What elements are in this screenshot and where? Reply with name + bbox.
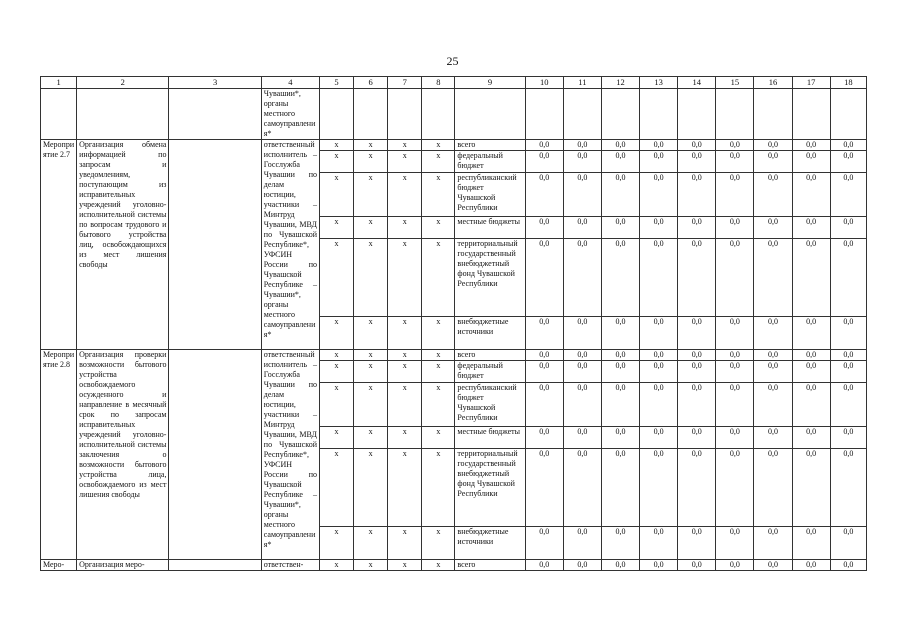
indicator-x-cell: x (422, 140, 455, 151)
amount-cell: 0,0 (563, 217, 601, 239)
indicator-x-cell: x (388, 560, 422, 571)
amount-cell: 0,0 (563, 151, 601, 173)
amount-cell: 0,0 (754, 361, 792, 383)
amount-cell: 0,0 (716, 560, 754, 571)
column-number: 7 (388, 77, 422, 89)
amount-cell: 0,0 (601, 239, 639, 317)
indicator-x-cell: x (388, 449, 422, 527)
amount-cell: 0,0 (716, 140, 754, 151)
amount-cell: 0,0 (792, 449, 830, 527)
amount-cell: 0,0 (754, 217, 792, 239)
funding-source-cell: внебюджетные источники (455, 317, 525, 350)
empty-cell (422, 89, 455, 140)
amount-cell: 0,0 (792, 151, 830, 173)
amount-cell: 0,0 (640, 239, 678, 317)
amount-cell: 0,0 (640, 361, 678, 383)
amount-cell: 0,0 (640, 560, 678, 571)
indicator-x-cell: x (388, 361, 422, 383)
amount-cell: 0,0 (601, 173, 639, 217)
amount-cell: 0,0 (716, 449, 754, 527)
funding-source-cell: всего (455, 350, 525, 361)
amount-cell: 0,0 (716, 317, 754, 350)
empty-cell (525, 89, 563, 140)
amount-cell: 0,0 (792, 383, 830, 427)
measure-code-cell: Мероприятие 2.8 (41, 350, 77, 560)
amount-cell: 0,0 (754, 427, 792, 449)
amount-cell: 0,0 (563, 239, 601, 317)
indicator-x-cell: x (422, 527, 455, 560)
amount-cell: 0,0 (754, 527, 792, 560)
empty-cell (754, 89, 792, 140)
amount-cell: 0,0 (716, 217, 754, 239)
empty-cell (354, 89, 388, 140)
indicator-x-cell: x (388, 140, 422, 151)
amount-cell: 0,0 (830, 560, 866, 571)
amount-cell: 0,0 (678, 560, 716, 571)
column-number: 12 (601, 77, 639, 89)
indicator-x-cell: x (422, 427, 455, 449)
indicator-x-cell: x (319, 350, 353, 361)
amount-cell: 0,0 (640, 527, 678, 560)
amount-cell: 0,0 (601, 361, 639, 383)
amount-cell: 0,0 (716, 173, 754, 217)
indicator-x-cell: x (319, 427, 353, 449)
amount-cell: 0,0 (563, 350, 601, 361)
amount-cell: 0,0 (640, 383, 678, 427)
indicator-x-cell: x (422, 361, 455, 383)
measure-name-cell (77, 89, 169, 140)
amount-cell: 0,0 (830, 427, 866, 449)
indicator-x-cell: x (319, 173, 353, 217)
amount-cell: 0,0 (678, 317, 716, 350)
indicator-x-cell: x (319, 217, 353, 239)
column-number-row (41, 77, 867, 89)
amount-cell: 0,0 (678, 350, 716, 361)
amount-cell: 0,0 (678, 449, 716, 527)
indicator-x-cell: x (422, 217, 455, 239)
indicator-x-cell: x (319, 527, 353, 560)
column-number: 11 (563, 77, 601, 89)
executor-cell: Чувашии*, органы местного самоуправления* (261, 89, 319, 140)
funding-row (41, 140, 867, 151)
indicator-x-cell: x (354, 317, 388, 350)
column-number: 8 (422, 77, 455, 89)
program-table (40, 76, 867, 571)
measure-code-cell: Мероприятие 2.7 (41, 140, 77, 350)
amount-cell: 0,0 (792, 361, 830, 383)
amount-cell: 0,0 (525, 140, 563, 151)
indicator-x-cell: x (388, 317, 422, 350)
amount-cell: 0,0 (601, 350, 639, 361)
indicator-x-cell: x (354, 527, 388, 560)
amount-cell: 0,0 (678, 527, 716, 560)
amount-cell: 0,0 (830, 317, 866, 350)
indicator-x-cell: x (422, 151, 455, 173)
amount-cell: 0,0 (830, 239, 866, 317)
indicator-x-cell: x (388, 217, 422, 239)
amount-cell: 0,0 (640, 140, 678, 151)
funding-row (41, 560, 867, 571)
amount-cell: 0,0 (830, 140, 866, 151)
column-number: 18 (830, 77, 866, 89)
amount-cell: 0,0 (601, 427, 639, 449)
empty-cell (563, 89, 601, 140)
measure-code-cell (41, 89, 77, 140)
amount-cell: 0,0 (830, 151, 866, 173)
column-number: 4 (261, 77, 319, 89)
executor-cell: ответственный исполнитель – Госслужба Чувашии по делам юстиции, участники – Минтруд Чувашии, МВД по Чувашской Республике*, УФСИН России по Чувашской Республике – Чувашии*, органы местного самоуправления* (261, 350, 319, 560)
amount-cell: 0,0 (716, 151, 754, 173)
measure-name-cell: Организация проверки возможности бытового устройства освобождаемого осужденного и направление в месячный срок по запросам исправительных учреждений уголовно-исполнительной системы заключения о возможности бытового устройства лица, освобождаемого из мест лишения свободы (77, 350, 169, 560)
amount-cell: 0,0 (640, 317, 678, 350)
amount-cell: 0,0 (754, 383, 792, 427)
amount-cell: 0,0 (754, 317, 792, 350)
amount-cell: 0,0 (716, 383, 754, 427)
empty-cell (388, 89, 422, 140)
indicator-x-cell: x (319, 383, 353, 427)
amount-cell: 0,0 (525, 350, 563, 361)
funding-source-cell: территориальный государственный внебюджетный фонд Чувашской Республики (455, 239, 525, 317)
amount-cell: 0,0 (525, 527, 563, 560)
amount-cell: 0,0 (563, 527, 601, 560)
empty-cell (319, 89, 353, 140)
indicator-x-cell: x (354, 239, 388, 317)
amount-cell: 0,0 (716, 361, 754, 383)
indicator-x-cell: x (422, 449, 455, 527)
amount-cell: 0,0 (754, 173, 792, 217)
empty-cell (792, 89, 830, 140)
indicator-x-cell: x (422, 317, 455, 350)
amount-cell: 0,0 (525, 217, 563, 239)
indicator-x-cell: x (319, 560, 353, 571)
indicator-x-cell: x (319, 140, 353, 151)
amount-cell: 0,0 (754, 140, 792, 151)
amount-cell: 0,0 (563, 140, 601, 151)
indicator-x-cell: x (422, 560, 455, 571)
indicator-x-cell: x (354, 151, 388, 173)
empty-cell (716, 89, 754, 140)
amount-cell: 0,0 (678, 140, 716, 151)
amount-cell: 0,0 (563, 560, 601, 571)
continuation-row (41, 89, 867, 140)
funding-row (41, 350, 867, 361)
amount-cell: 0,0 (792, 527, 830, 560)
indicator-x-cell: x (388, 350, 422, 361)
indicator-x-cell: x (354, 449, 388, 527)
amount-cell: 0,0 (716, 350, 754, 361)
funding-source-cell: федеральный бюджет (455, 151, 525, 173)
indicator-x-cell: x (422, 239, 455, 317)
measure-name-cell: Организация меро- (77, 560, 169, 571)
amount-cell: 0,0 (792, 560, 830, 571)
amount-cell: 0,0 (601, 527, 639, 560)
amount-cell: 0,0 (792, 173, 830, 217)
amount-cell: 0,0 (601, 217, 639, 239)
measure-name-cell: Организация обмена информацией по запросам и уведомлениям, поступающим из исправительных учреждений уголовно-исполнительной системы по вопросам трудового и бытового устройства лиц, освобождающихся из мест лишения свободы (77, 140, 169, 350)
indicator-x-cell: x (354, 560, 388, 571)
column-number: 3 (169, 77, 261, 89)
amount-cell: 0,0 (563, 361, 601, 383)
amount-cell: 0,0 (678, 217, 716, 239)
amount-cell: 0,0 (525, 317, 563, 350)
column-number: 15 (716, 77, 754, 89)
amount-cell: 0,0 (754, 239, 792, 317)
amount-cell: 0,0 (640, 449, 678, 527)
amount-cell: 0,0 (601, 383, 639, 427)
indicator-x-cell: x (388, 427, 422, 449)
amount-cell: 0,0 (563, 427, 601, 449)
amount-cell: 0,0 (525, 239, 563, 317)
column-number: 5 (319, 77, 353, 89)
funding-source-cell: всего (455, 140, 525, 151)
column-number: 16 (754, 77, 792, 89)
amount-cell: 0,0 (525, 560, 563, 571)
amount-cell: 0,0 (716, 239, 754, 317)
amount-cell: 0,0 (678, 361, 716, 383)
empty-cell (640, 89, 678, 140)
amount-cell: 0,0 (792, 140, 830, 151)
amount-cell: 0,0 (678, 239, 716, 317)
funding-source-cell: местные бюджеты (455, 217, 525, 239)
amount-cell: 0,0 (754, 350, 792, 361)
measure-code-cell: Меро- (41, 560, 77, 571)
column-number: 14 (678, 77, 716, 89)
column-number: 9 (455, 77, 525, 89)
empty-cell (601, 89, 639, 140)
funding-source-cell: территориальный государственный внебюджетный фонд Чувашской Республики (455, 449, 525, 527)
amount-cell: 0,0 (601, 449, 639, 527)
indicator-x-cell: x (354, 217, 388, 239)
amount-cell: 0,0 (640, 427, 678, 449)
indicator-x-cell: x (319, 449, 353, 527)
indicator-x-cell: x (388, 239, 422, 317)
amount-cell: 0,0 (830, 361, 866, 383)
amount-cell: 0,0 (640, 173, 678, 217)
amount-cell: 0,0 (525, 383, 563, 427)
amount-cell: 0,0 (601, 317, 639, 350)
amount-cell: 0,0 (792, 350, 830, 361)
indicator-x-cell: x (354, 383, 388, 427)
indicator-x-cell: x (388, 173, 422, 217)
amount-cell: 0,0 (830, 527, 866, 560)
amount-cell: 0,0 (792, 239, 830, 317)
amount-cell: 0,0 (830, 383, 866, 427)
indicator-x-cell: x (388, 151, 422, 173)
column-number: 10 (525, 77, 563, 89)
funding-source-cell: внебюджетные источники (455, 527, 525, 560)
amount-cell: 0,0 (754, 151, 792, 173)
funding-source-cell: всего (455, 560, 525, 571)
indicator-x-cell: x (354, 361, 388, 383)
empty-cell (455, 89, 525, 140)
amount-cell: 0,0 (525, 151, 563, 173)
executor-cell: ответственный исполнитель – Госслужба Чувашии по делам юстиции, участники – Минтруд Чувашии, МВД по Чувашской Республике*, УФСИН России по Чувашской Республике – Чувашии*, органы местного самоуправления* (261, 140, 319, 350)
indicator-x-cell: x (354, 350, 388, 361)
amount-cell: 0,0 (830, 217, 866, 239)
indicator-x-cell: x (388, 383, 422, 427)
amount-cell: 0,0 (716, 427, 754, 449)
amount-cell: 0,0 (792, 217, 830, 239)
amount-cell: 0,0 (792, 427, 830, 449)
empty-cell (169, 140, 261, 350)
amount-cell: 0,0 (792, 317, 830, 350)
amount-cell: 0,0 (754, 560, 792, 571)
amount-cell: 0,0 (563, 173, 601, 217)
indicator-x-cell: x (319, 361, 353, 383)
indicator-x-cell: x (354, 173, 388, 217)
amount-cell: 0,0 (716, 527, 754, 560)
funding-source-cell: республиканский бюджет Чувашской Республики (455, 173, 525, 217)
amount-cell: 0,0 (525, 361, 563, 383)
amount-cell: 0,0 (601, 151, 639, 173)
amount-cell: 0,0 (678, 173, 716, 217)
funding-source-cell: республиканский бюджет Чувашской Республики (455, 383, 525, 427)
amount-cell: 0,0 (563, 449, 601, 527)
amount-cell: 0,0 (678, 427, 716, 449)
amount-cell: 0,0 (525, 173, 563, 217)
amount-cell: 0,0 (640, 151, 678, 173)
empty-cell (169, 89, 261, 140)
amount-cell: 0,0 (678, 383, 716, 427)
column-number: 13 (640, 77, 678, 89)
amount-cell: 0,0 (525, 449, 563, 527)
amount-cell: 0,0 (601, 140, 639, 151)
amount-cell: 0,0 (830, 173, 866, 217)
empty-cell (169, 350, 261, 560)
column-number: 17 (792, 77, 830, 89)
empty-cell (678, 89, 716, 140)
column-number: 1 (41, 77, 77, 89)
amount-cell: 0,0 (830, 350, 866, 361)
page-number: 25 (446, 54, 459, 68)
indicator-x-cell: x (319, 239, 353, 317)
funding-source-cell: федеральный бюджет (455, 361, 525, 383)
amount-cell: 0,0 (754, 449, 792, 527)
empty-cell (169, 560, 261, 571)
funding-source-cell: местные бюджеты (455, 427, 525, 449)
empty-cell (830, 89, 866, 140)
amount-cell: 0,0 (640, 217, 678, 239)
amount-cell: 0,0 (678, 151, 716, 173)
indicator-x-cell: x (422, 350, 455, 361)
executor-cell: ответствен- (261, 560, 319, 571)
amount-cell: 0,0 (563, 383, 601, 427)
amount-cell: 0,0 (640, 350, 678, 361)
indicator-x-cell: x (319, 317, 353, 350)
indicator-x-cell: x (422, 383, 455, 427)
amount-cell: 0,0 (563, 317, 601, 350)
indicator-x-cell: x (319, 151, 353, 173)
amount-cell: 0,0 (830, 449, 866, 527)
indicator-x-cell: x (388, 527, 422, 560)
indicator-x-cell: x (354, 427, 388, 449)
indicator-x-cell: x (422, 173, 455, 217)
column-number: 6 (354, 77, 388, 89)
amount-cell: 0,0 (525, 427, 563, 449)
amount-cell: 0,0 (601, 560, 639, 571)
indicator-x-cell: x (354, 140, 388, 151)
column-number: 2 (77, 77, 169, 89)
